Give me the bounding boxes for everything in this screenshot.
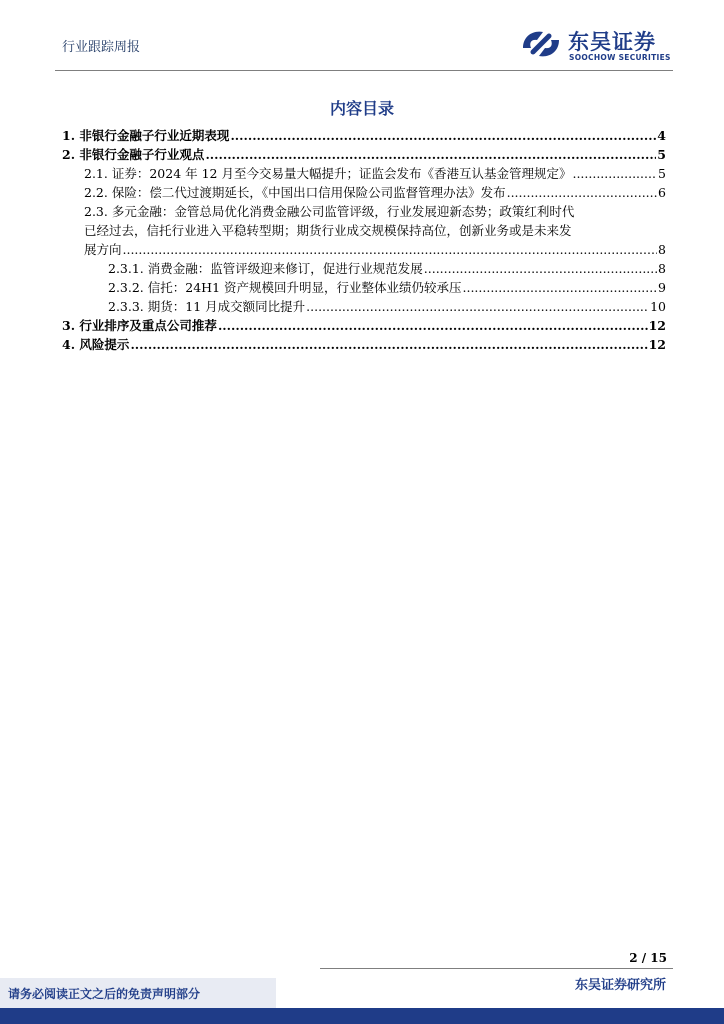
toc-title: 内容目录 (329, 99, 394, 118)
toc-entry-page: 5 (657, 147, 666, 162)
brand-logo (519, 24, 679, 66)
disclaimer-text: 请务必阅读正文之后的免责声明部分 (8, 987, 201, 1001)
report-type-label: 行业跟踪周报 (62, 40, 141, 55)
toc-leader-dots (130, 337, 647, 353)
toc-entry-text-line2: 已经过去，信托行业进入平稳转型期；期货行业成交规模保持高位，创新业务或是未来发 (84, 223, 572, 238)
toc-entry-3[interactable] (62, 318, 666, 334)
toc-entry-page: 5 (658, 166, 666, 181)
toc-leader-dots (205, 147, 656, 163)
toc-entry-2-3-1[interactable] (108, 261, 666, 277)
toc-entry-number: 2.2. (84, 185, 108, 200)
toc-entry-number: 2.3. (84, 204, 108, 219)
toc-leader-dots (218, 318, 648, 334)
page-number: 2 / 15 (629, 951, 667, 965)
toc-entry-page: 6 (658, 185, 666, 200)
toc-entry-number: 2.3.2. (108, 280, 144, 295)
footer-band (0, 1008, 724, 1024)
toc-entry-number: 4. (62, 337, 76, 352)
toc-entry-number: 2.3.3. (108, 299, 144, 314)
toc-entry-page: 10 (650, 299, 666, 314)
toc-entry-4[interactable] (62, 337, 666, 353)
toc-entry-number: 3. (62, 318, 76, 333)
toc-entry-text: 保险：偿二代过渡期延长，《中国出口信用保险公司监督管理办法》发布 (111, 185, 506, 200)
toc-leader-dots (572, 166, 657, 182)
toc-entry-2-3-2[interactable] (108, 280, 666, 296)
toc-entry-text: 证券：2024 年 12 月至今交易量大幅提升；证监会发布《香港互认基金管理规定》 (111, 166, 572, 181)
toc-entry-1[interactable] (62, 128, 666, 144)
toc-leader-dots (306, 299, 649, 315)
toc-entry-2-2[interactable] (84, 185, 666, 201)
toc-entry-2-3[interactable] (84, 202, 574, 240)
toc-entry-text-line1: 多元金融：金管总局优化消费金融公司监管评级，行业发展迎新态势；政策红利时代 (111, 204, 575, 219)
toc-entry-page: 8 (658, 242, 666, 257)
toc-entry-text: 非银行金融子行业近期表现 (79, 128, 230, 143)
toc-entry-text: 期货：11 月成交额同比提升 (147, 299, 306, 314)
toc-entry-2-3-3[interactable] (108, 299, 666, 315)
soochow-logo-icon (519, 26, 563, 62)
toc-entry-number: 2.1. (84, 166, 108, 181)
institute-name: 东吴证券研究所 (574, 978, 666, 993)
toc-leader-dots (230, 128, 656, 144)
toc-entry-text: 行业排序及重点公司推荐 (79, 318, 217, 333)
toc-entry-number: 2.3.1. (108, 261, 144, 276)
toc-entry-2-3-tail[interactable] (84, 242, 666, 258)
toc-entry-text: 风险提示 (79, 337, 130, 352)
toc-entry-number: 2. (62, 147, 76, 162)
toc-entry-text-line3: 展方向 (84, 242, 122, 257)
toc-entry-page: 4 (657, 128, 666, 143)
toc-leader-dots (507, 185, 657, 201)
logo-english-text: SOOCHOW SECURITIES (569, 53, 671, 62)
toc-leader-dots (123, 242, 658, 258)
toc-entry-page: 12 (648, 337, 666, 352)
toc-entry-text: 信托：24H1 资产规模回升明显，行业整体业绩仍较承压 (147, 280, 462, 295)
toc-entry-2[interactable] (62, 147, 666, 163)
toc-entry-page: 12 (648, 318, 666, 333)
header-divider (55, 70, 673, 71)
toc-entry-number: 1. (62, 128, 76, 143)
toc-entry-page: 8 (658, 261, 666, 276)
footer-divider (320, 968, 673, 969)
toc-entry-page: 9 (658, 280, 666, 295)
toc-entry-2-1[interactable] (84, 166, 666, 182)
toc-entry-text: 消费金融：监管评级迎来修订，促进行业规范发展 (147, 261, 423, 276)
logo-chinese-text: 东吴证券 (568, 30, 656, 54)
toc-entry-text: 非银行金融子行业观点 (79, 147, 205, 162)
toc-leader-dots (424, 261, 657, 277)
toc-leader-dots (463, 280, 658, 296)
disclaimer-banner (0, 978, 276, 1008)
